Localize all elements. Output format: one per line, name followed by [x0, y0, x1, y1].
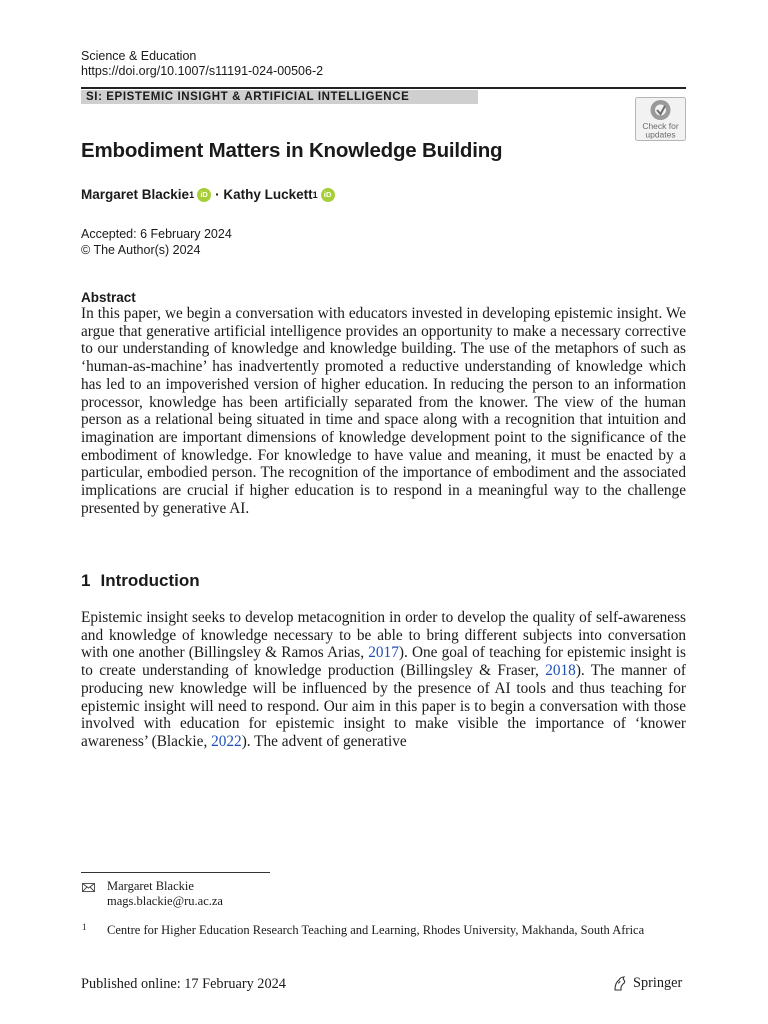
corresponding-author-email[interactable]: mags.blackie@ru.ac.za	[107, 894, 223, 908]
author-separator: ·	[215, 187, 220, 202]
section-label: SI: EPISTEMIC INSIGHT & ARTIFICIAL INTELLIGENCE	[86, 91, 410, 103]
citation-link[interactable]: 2018	[545, 662, 576, 680]
envelope-icon	[82, 883, 95, 892]
check-badge-line2: updates	[645, 129, 676, 140]
section-heading-introduction	[81, 570, 200, 592]
publisher-logo	[612, 975, 682, 992]
author-name[interactable]: Margaret Blackie	[81, 187, 190, 202]
introduction-paragraph	[81, 609, 686, 751]
citation-link[interactable]: 2022	[211, 732, 242, 750]
orcid-icon[interactable]: iD	[321, 188, 335, 202]
author-name[interactable]: Kathy Luckett	[223, 187, 313, 202]
body-text: ). The advent of generative	[241, 732, 407, 750]
citation-link[interactable]: 2017	[368, 644, 399, 662]
affiliation-number: 1	[82, 922, 87, 932]
footnote-rule	[81, 872, 270, 873]
journal-name: Science & Education	[81, 49, 197, 63]
abstract-text: In this paper, we begin a conversation with educators invested in developing epistemic insight. We argue that generative artificial intelligence provides an opportunity to make a necessary corrective to our understanding of knowledge and knowledge building. The use of the metaphors of such as ‘human-as-machine’ has inadvertently promoted a reductive understanding of knowledge which has led to an impoverished version of higher education. In reducing the person to an information processor, knowledge has been artificially separated from the knower. The view of the human person as a relational being situated in time and space along with a recognition that intuition and imagination are important dimensions of knowledge development point to the significance of the embodiment of knowledge. For knowledge to have value and meaning, it must be enacted by a particular, embodied person. The recognition of the importance of embodiment and the associated implications are crucial if higher education is to respond in a meaningful way to the challenge presented by generative AI.	[81, 305, 686, 517]
author-list: Margaret Blackie 1 iD · Kathy Luckett 1 iD	[81, 186, 339, 204]
abstract-heading: Abstract	[81, 290, 136, 305]
publisher-name: Springer	[633, 975, 683, 991]
check-for-updates-badge[interactable]	[635, 97, 686, 141]
body-text: ). The manner of producing new knowledge will be influenced by the presence of AI tools and thus teaching for epistemic insight will need to respond. Our aim in this paper is to begin a conversation with those involved with education for epistemic insight to make visible the importance of ‘knower awareness’ (Blackie,	[81, 662, 686, 750]
copyright-notice: © The Author(s) 2024	[81, 243, 201, 257]
springer-horse-icon	[612, 975, 628, 992]
affiliation-text: Centre for Higher Education Research Teaching and Learning, Rhodes University, Makhanda, South Africa	[107, 923, 645, 937]
article-title: Embodiment Matters in Knowledge Building	[81, 139, 503, 162]
section-number: 1	[81, 571, 91, 590]
body-text: Epistemic insight seeks to develop metacognition in order to develop the quality of self-awareness and knowledge of knowledge necessary to be able to bring different subjects into conversation with one another (Billingsley & Ramos Arias,	[81, 609, 686, 662]
published-date: Published online: 17 February 2024	[81, 976, 286, 992]
header-rule	[81, 87, 686, 89]
doi-link[interactable]: https://doi.org/10.1007/s11191-024-00506-2	[81, 64, 324, 78]
body-text: ). One goal of teaching for epistemic insight is to create understanding of knowledge production (Billingsley & Fraser,	[81, 644, 686, 680]
orcid-icon[interactable]: iD	[197, 188, 211, 202]
accepted-date: Accepted: 6 February 2024	[81, 227, 232, 241]
section-title: Introduction	[100, 571, 200, 590]
check-badge-line1: Check for	[642, 121, 679, 131]
corresponding-author-name: Margaret Blackie	[107, 879, 194, 893]
